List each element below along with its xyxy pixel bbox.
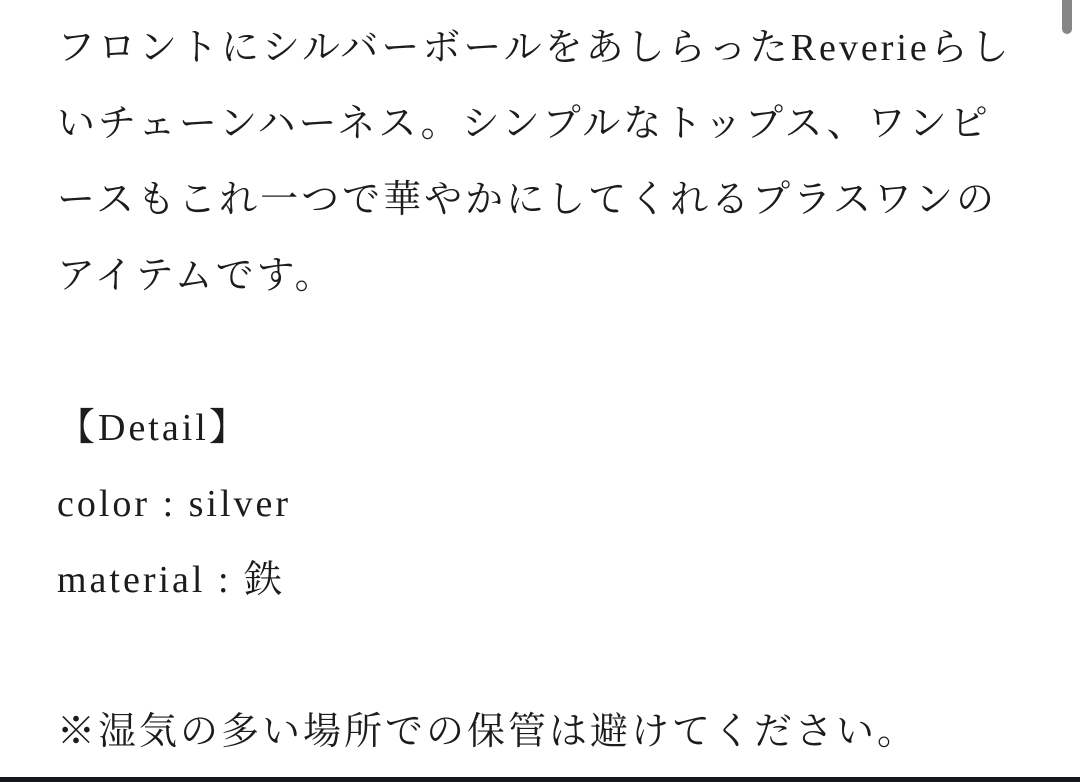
detail-row-color: color : silver bbox=[57, 483, 292, 525]
product-description-text-block bbox=[57, 10, 1044, 770]
storage-note: ※湿気の多い場所での保管は避けてください。 bbox=[57, 711, 919, 753]
blank-line-spacer bbox=[57, 618, 1044, 694]
detail-heading: 【Detail】 bbox=[57, 407, 250, 449]
blank-line-spacer bbox=[57, 314, 1044, 390]
description-line-1: フロントにシルバーボールをあしらったReverieらし bbox=[57, 27, 1012, 69]
scrollbar-thumb[interactable] bbox=[1062, 0, 1072, 34]
description-line-4: アイテムです。 bbox=[57, 255, 336, 297]
description-line-2: いチェーンハーネス。シンプルなトップス、ワンピ bbox=[57, 103, 991, 145]
description-line-3: ースもこれ一つで華やかにしてくれるプラスワンの bbox=[57, 179, 997, 221]
bottom-section-edge bbox=[0, 777, 1080, 782]
detail-row-material: material : 鉄 bbox=[57, 559, 286, 601]
